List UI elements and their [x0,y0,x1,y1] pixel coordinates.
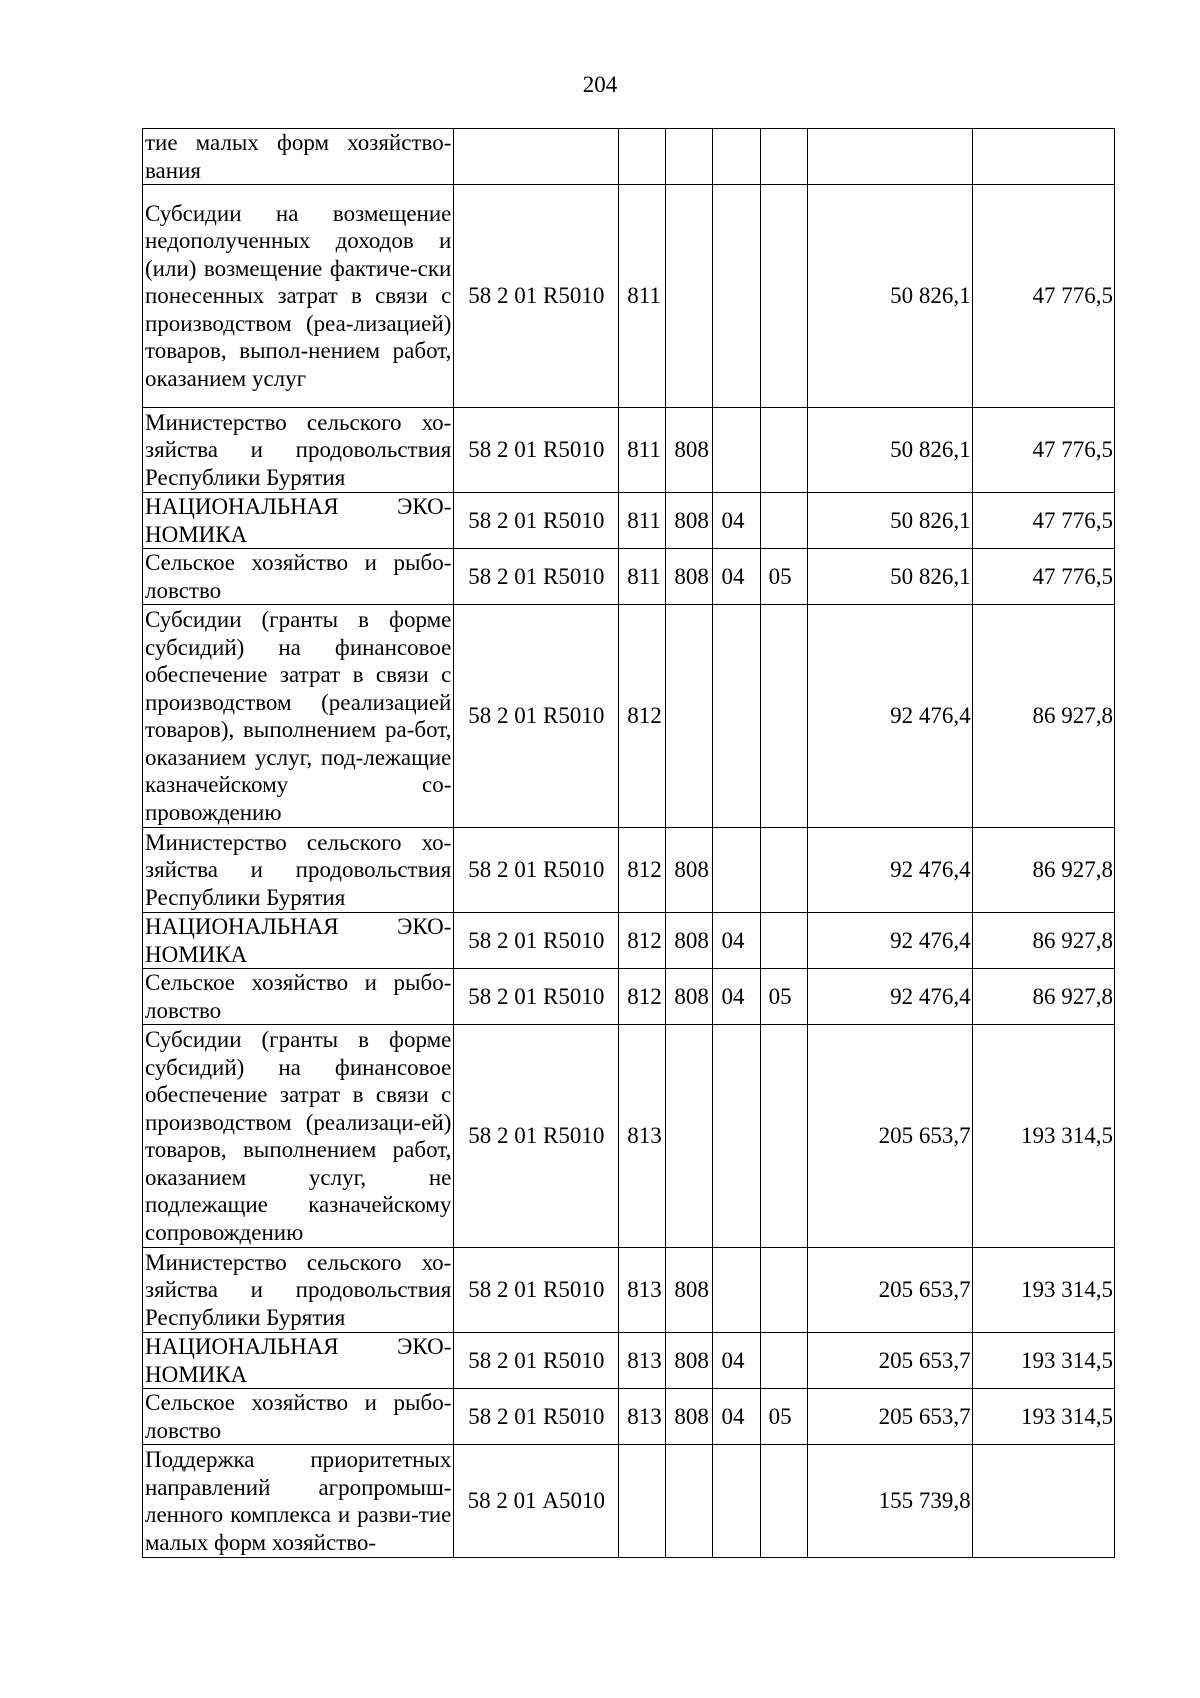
expense-type-cell: 813 [619,1389,666,1445]
target-article-cell: 58 2 01 R5010 [454,408,619,493]
amount-year2-cell: 193 314,5 [972,1248,1114,1333]
subsection-code-cell [760,129,807,185]
table-row [143,1333,1115,1389]
table-row [143,129,1115,185]
table-row [143,549,1115,605]
target-article-cell: 58 2 01 R5010 [454,1333,619,1389]
ministry-code-cell [666,185,713,408]
expense-type-cell: 811 [619,549,666,605]
subsection-code-cell [760,1445,807,1558]
target-article-cell: 58 2 01 R5010 [454,1025,619,1248]
expense-type-cell [619,1445,666,1558]
expense-type-cell: 813 [619,1025,666,1248]
expense-type-cell: 812 [619,969,666,1025]
target-article-cell: 58 2 01 А5010 [454,1445,619,1558]
subsection-code-cell [760,1025,807,1248]
row-name-cell: Министерство сельского хо-зяйства и продовольствия Республики Бурятия [143,408,454,493]
amount-year2-cell: 86 927,8 [972,913,1114,969]
amount-year2-cell: 47 776,5 [972,549,1114,605]
table-row [143,185,1115,408]
amount-year1-cell: 92 476,4 [807,605,972,828]
amount-year2-cell: 193 314,5 [972,1025,1114,1248]
expense-type-cell: 812 [619,913,666,969]
table-row [143,493,1115,549]
row-name-cell: Субсидии (гранты в форме субсидий) на финансовое обеспечение затрат в связи с производством (реализацией товаров), выполнением ра-бот, оказанием услуг, под-лежащие казначейскому со-провождению [143,605,454,828]
target-article-cell: 58 2 01 R5010 [454,493,619,549]
section-code-cell [713,129,760,185]
page-number: 204 [582,72,618,97]
ministry-code-cell: 808 [666,1389,713,1445]
section-code-cell [713,1445,760,1558]
target-article-cell [454,129,619,185]
row-name-cell: Сельское хозяйство и рыбо-ловство [143,1389,454,1445]
amount-year1-cell: 205 653,7 [807,1025,972,1248]
amount-year1-cell: 50 826,1 [807,549,972,605]
expense-type-cell [619,129,666,185]
expense-type-cell: 813 [619,1333,666,1389]
section-code-cell: 04 [713,913,760,969]
amount-year1-cell: 205 653,7 [807,1389,972,1445]
row-name-cell: тие малых форм хозяйство-вания [143,129,454,185]
subsection-code-cell: 05 [760,1389,807,1445]
section-code-cell [713,1025,760,1248]
amount-year1-cell: 50 826,1 [807,185,972,408]
section-code-cell [713,828,760,913]
section-code-cell: 04 [713,493,760,549]
table-row [143,1248,1115,1333]
subsection-code-cell [760,493,807,549]
section-code-cell: 04 [713,1333,760,1389]
subsection-code-cell [760,828,807,913]
ministry-code-cell: 808 [666,493,713,549]
section-code-cell [713,185,760,408]
ministry-code-cell: 808 [666,969,713,1025]
ministry-code-cell: 808 [666,828,713,913]
amount-year2-cell [972,1445,1114,1558]
amount-year2-cell: 86 927,8 [972,828,1114,913]
subsection-code-cell [760,408,807,493]
ministry-code-cell [666,1445,713,1558]
row-name-cell: Сельское хозяйство и рыбо-ловство [143,549,454,605]
ministry-code-cell [666,605,713,828]
row-name-cell: Министерство сельского хо-зяйства и продовольствия Республики Бурятия [143,1248,454,1333]
ministry-code-cell: 808 [666,549,713,605]
target-article-cell: 58 2 01 R5010 [454,969,619,1025]
table-row [143,1025,1115,1248]
amount-year2-cell: 47 776,5 [972,493,1114,549]
table-row [143,969,1115,1025]
subsection-code-cell [760,605,807,828]
section-code-cell: 04 [713,549,760,605]
row-name-cell: Субсидии (гранты в форме субсидий) на финансовое обеспечение затрат в связи с производством (реализаци-ей) товаров, выполнением работ, оказанием услуг, не подлежащие казначейскому сопровождению [143,1025,454,1248]
subsection-code-cell [760,185,807,408]
row-name-cell: Министерство сельского хо-зяйства и продовольствия Республики Бурятия [143,828,454,913]
section-code-cell: 04 [713,969,760,1025]
amount-year1-cell: 92 476,4 [807,828,972,913]
amount-year1-cell: 50 826,1 [807,408,972,493]
table-body [143,129,1115,1558]
amount-year1-cell: 205 653,7 [807,1248,972,1333]
ministry-code-cell: 808 [666,408,713,493]
subsection-code-cell: 05 [760,549,807,605]
amount-year2-cell: 86 927,8 [972,605,1114,828]
target-article-cell: 58 2 01 R5010 [454,913,619,969]
amount-year1-cell: 50 826,1 [807,493,972,549]
expense-type-cell: 811 [619,185,666,408]
target-article-cell: 58 2 01 R5010 [454,185,619,408]
target-article-cell: 58 2 01 R5010 [454,828,619,913]
row-name-cell: Субсидии на возмещение недополученных доходов и (или) возмещение фактиче-ски понесенных затрат в связи с производством (реа-лизацией) товаров, выпол-нением работ, оказанием услуг [143,185,454,408]
table-row [143,913,1115,969]
section-code-cell: 04 [713,1389,760,1445]
table-row [143,1389,1115,1445]
amount-year2-cell [972,129,1114,185]
amount-year2-cell: 86 927,8 [972,969,1114,1025]
expense-type-cell: 813 [619,1248,666,1333]
section-code-cell [713,605,760,828]
ministry-code-cell: 808 [666,913,713,969]
table-row [143,1445,1115,1558]
table-row [143,408,1115,493]
row-name-cell: НАЦИОНАЛЬНАЯ ЭКО-НОМИКА [143,1333,454,1389]
ministry-code-cell [666,129,713,185]
row-name-cell: НАЦИОНАЛЬНАЯ ЭКО-НОМИКА [143,493,454,549]
ministry-code-cell [666,1025,713,1248]
ministry-code-cell: 808 [666,1248,713,1333]
amount-year1-cell [807,129,972,185]
amount-year2-cell: 193 314,5 [972,1389,1114,1445]
expense-type-cell: 812 [619,828,666,913]
subsection-code-cell: 05 [760,969,807,1025]
amount-year1-cell: 92 476,4 [807,913,972,969]
target-article-cell: 58 2 01 R5010 [454,549,619,605]
table-row [143,828,1115,913]
table-row [143,605,1115,828]
section-code-cell [713,408,760,493]
expense-type-cell: 812 [619,605,666,828]
section-code-cell [713,1248,760,1333]
row-name-cell: Сельское хозяйство и рыбо-ловство [143,969,454,1025]
row-name-cell: Поддержка приоритетных направлений агропромыш-ленного комплекса и разви-тие малых форм хозяйство- [143,1445,454,1558]
row-name-cell: НАЦИОНАЛЬНАЯ ЭКО-НОМИКА [143,913,454,969]
amount-year1-cell: 205 653,7 [807,1333,972,1389]
expense-type-cell: 811 [619,493,666,549]
amount-year1-cell: 155 739,8 [807,1445,972,1558]
subsection-code-cell [760,913,807,969]
budget-table [142,128,1115,1558]
ministry-code-cell: 808 [666,1333,713,1389]
subsection-code-cell [760,1248,807,1333]
target-article-cell: 58 2 01 R5010 [454,1389,619,1445]
amount-year2-cell: 47 776,5 [972,408,1114,493]
subsection-code-cell [760,1333,807,1389]
amount-year1-cell: 92 476,4 [807,969,972,1025]
amount-year2-cell: 47 776,5 [972,185,1114,408]
expense-type-cell: 811 [619,408,666,493]
target-article-cell: 58 2 01 R5010 [454,1248,619,1333]
target-article-cell: 58 2 01 R5010 [454,605,619,828]
amount-year2-cell: 193 314,5 [972,1333,1114,1389]
